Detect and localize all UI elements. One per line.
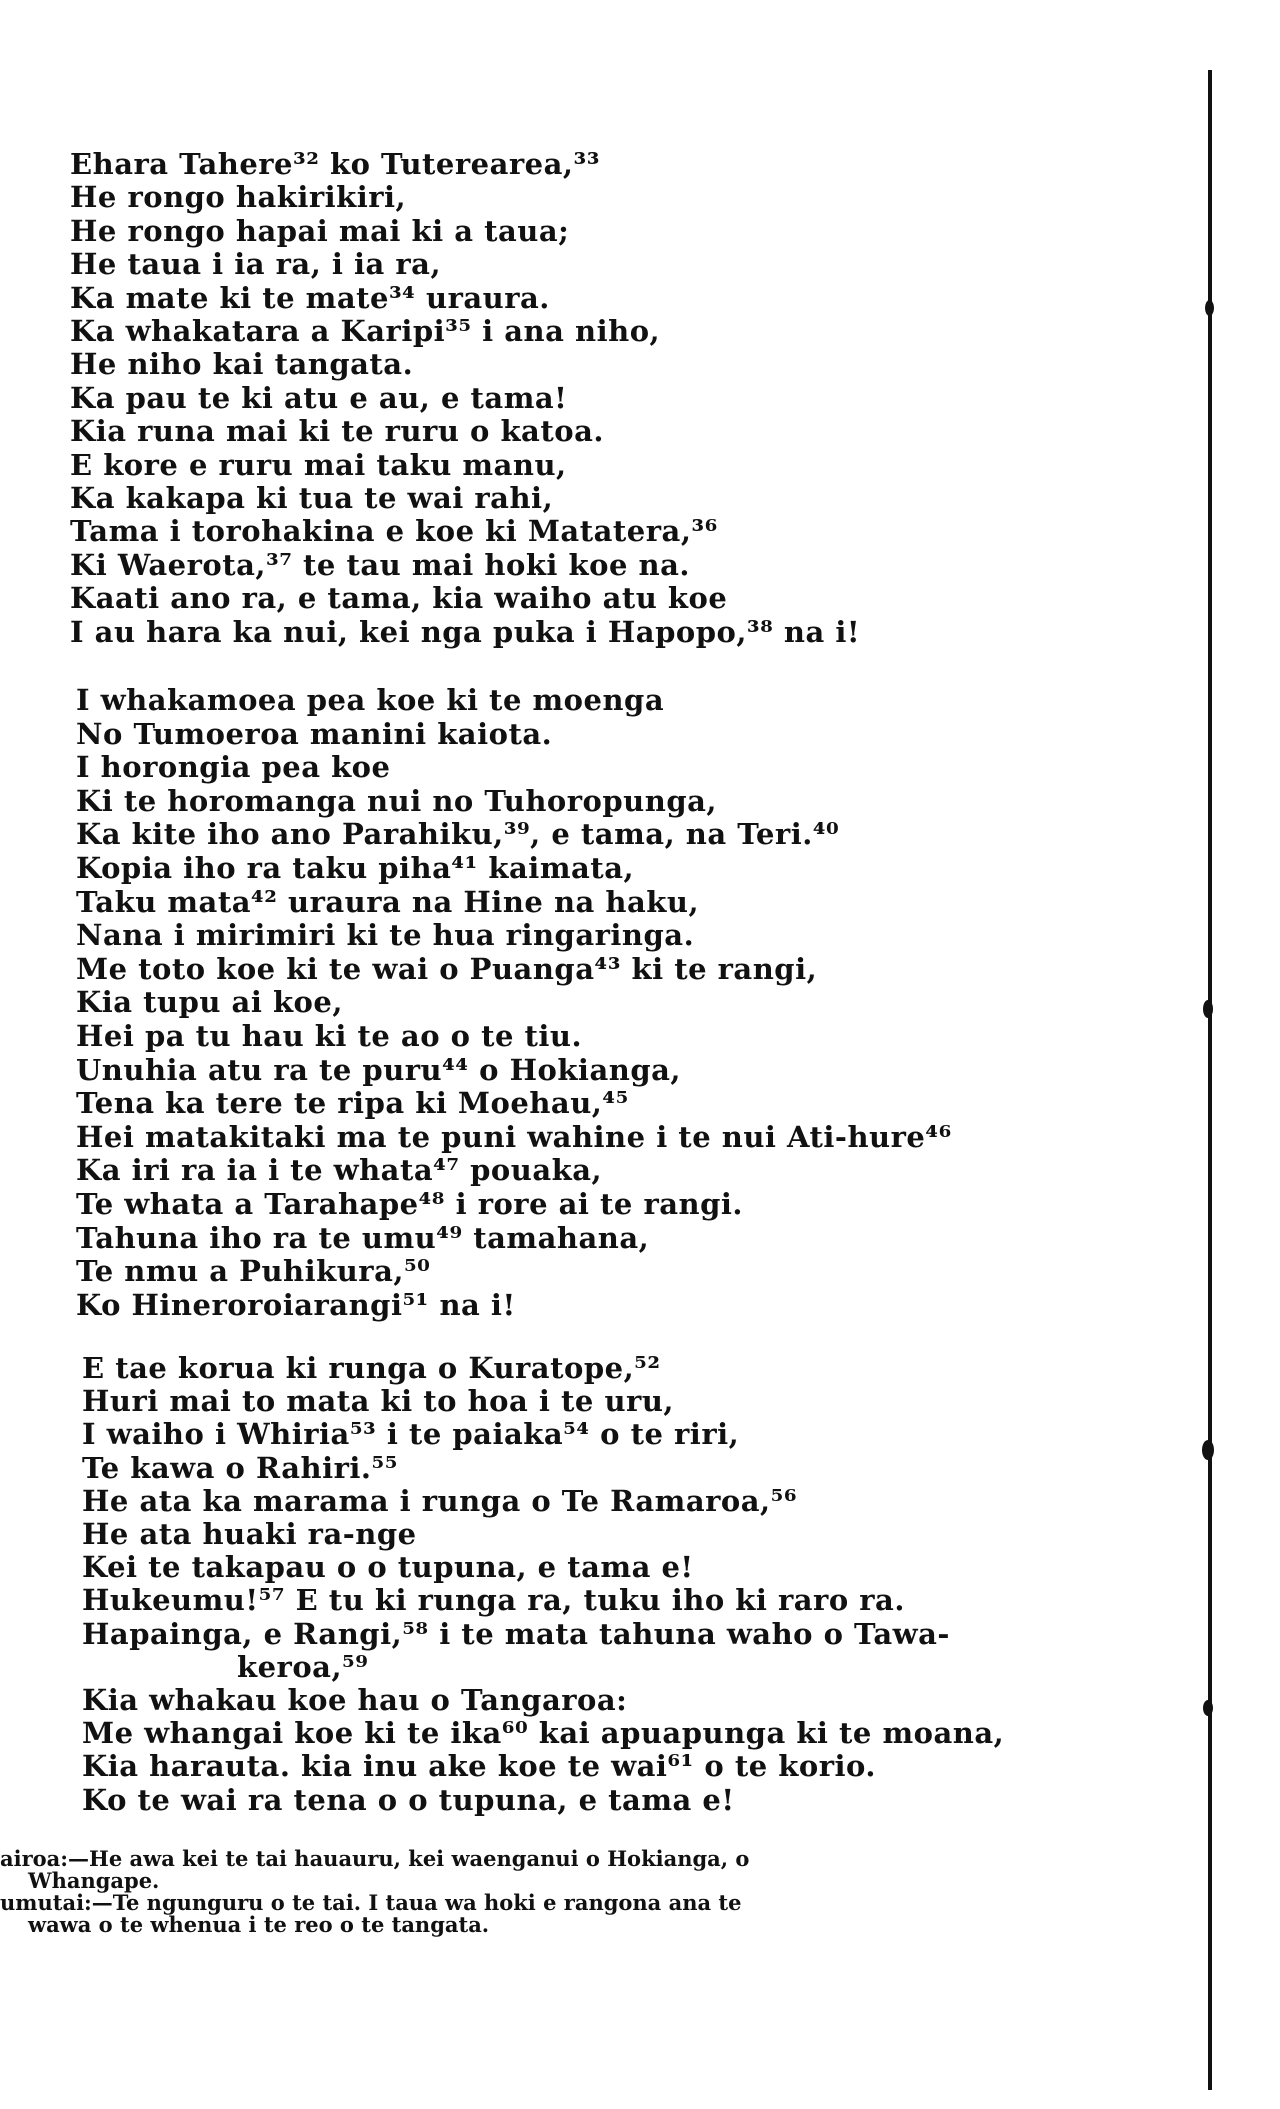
poem-line: Ki te horomanga nui no Tuhoropunga, [76,783,717,818]
poem-line: E tae korua ki runga o Kuratope,⁵² [82,1351,661,1385]
scan-speck [1202,1440,1214,1460]
poem-line: Hei matakitaki ma te puni wahine i te nui Ati-hure⁴⁶ [76,1119,952,1154]
poem-line: Hukeumu!⁵⁷ E tu ki runga ra, tuku iho ki raro ra. [82,1583,905,1618]
poem-line: Te whata a Tarahape⁴⁸ i rore ai te rangi. [76,1186,744,1221]
poem-line: Kia harauta. kia inu ake koe te wai⁶¹ o te korio. [82,1749,876,1784]
poem-line: I au hara ka nui, kei nga puka i Hapopo,³⁸ na i! [70,614,861,649]
poem-line: Nana i mirimiri ki te hua ringaringa. [76,918,695,953]
poem-line: Unuhia atu ra te puru⁴⁴ o Hokianga, [76,1052,681,1087]
poem-stanza-2 [76,684,1176,1322]
poem-line: Kia tupu ai koe, [76,985,343,1020]
poem-line: Kaati ano ra, e tama, kia waiho atu koe [70,581,728,616]
poem-line: Ka iri ra ia i te whata⁴⁷ pouaka, [76,1153,603,1188]
footnote-line: umutai:—Te ngunguru o te tai. I taua wa hoki e rangona ana te [0,1890,742,1915]
poem-line: He taua i ia ra, i ia ra, [70,247,442,282]
poem-line: He rongo hakirikiri, [70,180,407,215]
poem-line: Ehara Tahere³² ko Tuterearea,³³ [70,147,600,181]
poem-line: Ki Waerota,³⁷ te tau mai hoki koe na. [70,547,690,582]
poem-line: Ka whakatara a Karipi³⁵ i ana niho, [70,314,661,349]
poem-line: Tahuna iho ra te umu⁴⁹ tamahana, [76,1220,650,1255]
footnote-line: wawa o te whenua i te reo o te tangata. [28,1912,490,1937]
poem-line: Kia whakau koe hau o Tangaroa: [82,1683,628,1718]
poem-line: He ata ka marama i runga o Te Ramaroa,⁵⁶ [82,1483,798,1518]
poem-line: I waiho i Whiria⁵³ i te paiaka⁵⁴ o te riri, [82,1417,740,1452]
poem-stanza-3 [82,1352,1182,1817]
poem-line: Me whangai koe ki te ika⁶⁰ kai apuapunga ki te moana, [82,1716,1005,1751]
poem-line: Hapainga, e Rangi,⁵⁸ i te mata tahuna waho o Tawa- [82,1616,950,1651]
poem-line: Ko te wai ra tena o o tupuna, e tama e! [82,1782,735,1817]
poem-line: Ka kite iho ano Parahiku,³⁹, e tama, na Teri.⁴⁰ [76,817,840,852]
poem-line: Kopia iho ra taku piha⁴¹ kaimata, [76,850,635,885]
footnote-line: airoa:—He awa kei te tai hauauru, kei waenganui o Hokianga, o [0,1846,750,1871]
footnotes [0,1848,980,1936]
poem-line: He rongo hapai mai ki a taua; [70,213,570,248]
poem-line: I horongia pea koe [76,750,391,785]
poem-line: Ko Hinerοroiarangi⁵¹ na i! [76,1287,516,1322]
poem-line: Tena ka tere te ripa ki Moehau,⁴⁵ [76,1086,629,1121]
scan-speck [1203,1700,1213,1716]
poem-line: Ka kakapa ki tua te wai rahi, [70,481,554,516]
scan-binding-edge [1208,70,1214,2090]
poem-line: No Tumoeroa manini kaiota. [76,716,553,751]
poem-line: E kore e ruru mai taku manu, [70,447,567,482]
poem-line: Ka pau te ki atu e au, e tama! [70,380,568,415]
poem-line: Te kawa o Rahiri.⁵⁵ [82,1450,398,1485]
poem-stanza-1 [70,148,1170,649]
scan-speck [1205,300,1214,316]
poem-line: He ata huaki ra-nge [82,1517,417,1552]
poem-line: Kei te takapau o o tupuna, e tama e! [82,1550,694,1585]
poem-line: Huri mai to mata ki to hoa i te uru, [82,1384,675,1419]
scan-speck [1203,1000,1213,1018]
poem-line: Ka mate ki te mate³⁴ uraura. [70,280,550,315]
poem-line: I whakamoea pea koe ki te moenga [76,683,665,717]
poem-line: He niho kai tangata. [70,347,414,382]
poem-line: Kia runa mai ki te ruru o katoa. [70,414,604,449]
footnote-line: Whangape. [28,1868,160,1893]
poem-line: Tama i torohakina e koe ki Matatera,³⁶ [70,514,718,549]
poem-line: Te nmu a Puhikura,⁵⁰ [76,1254,431,1289]
poem-line: Me toto koe ki te wai o Puanga⁴³ ki te rangi, [76,951,818,986]
poem-line: Hei pa tu hau ki te ao o te tiu. [76,1018,583,1053]
poem-line: Taku mata⁴² uraura na Hine na haku, [76,884,700,919]
poem-line-continuation: keroa,⁵⁹ [237,1649,369,1684]
